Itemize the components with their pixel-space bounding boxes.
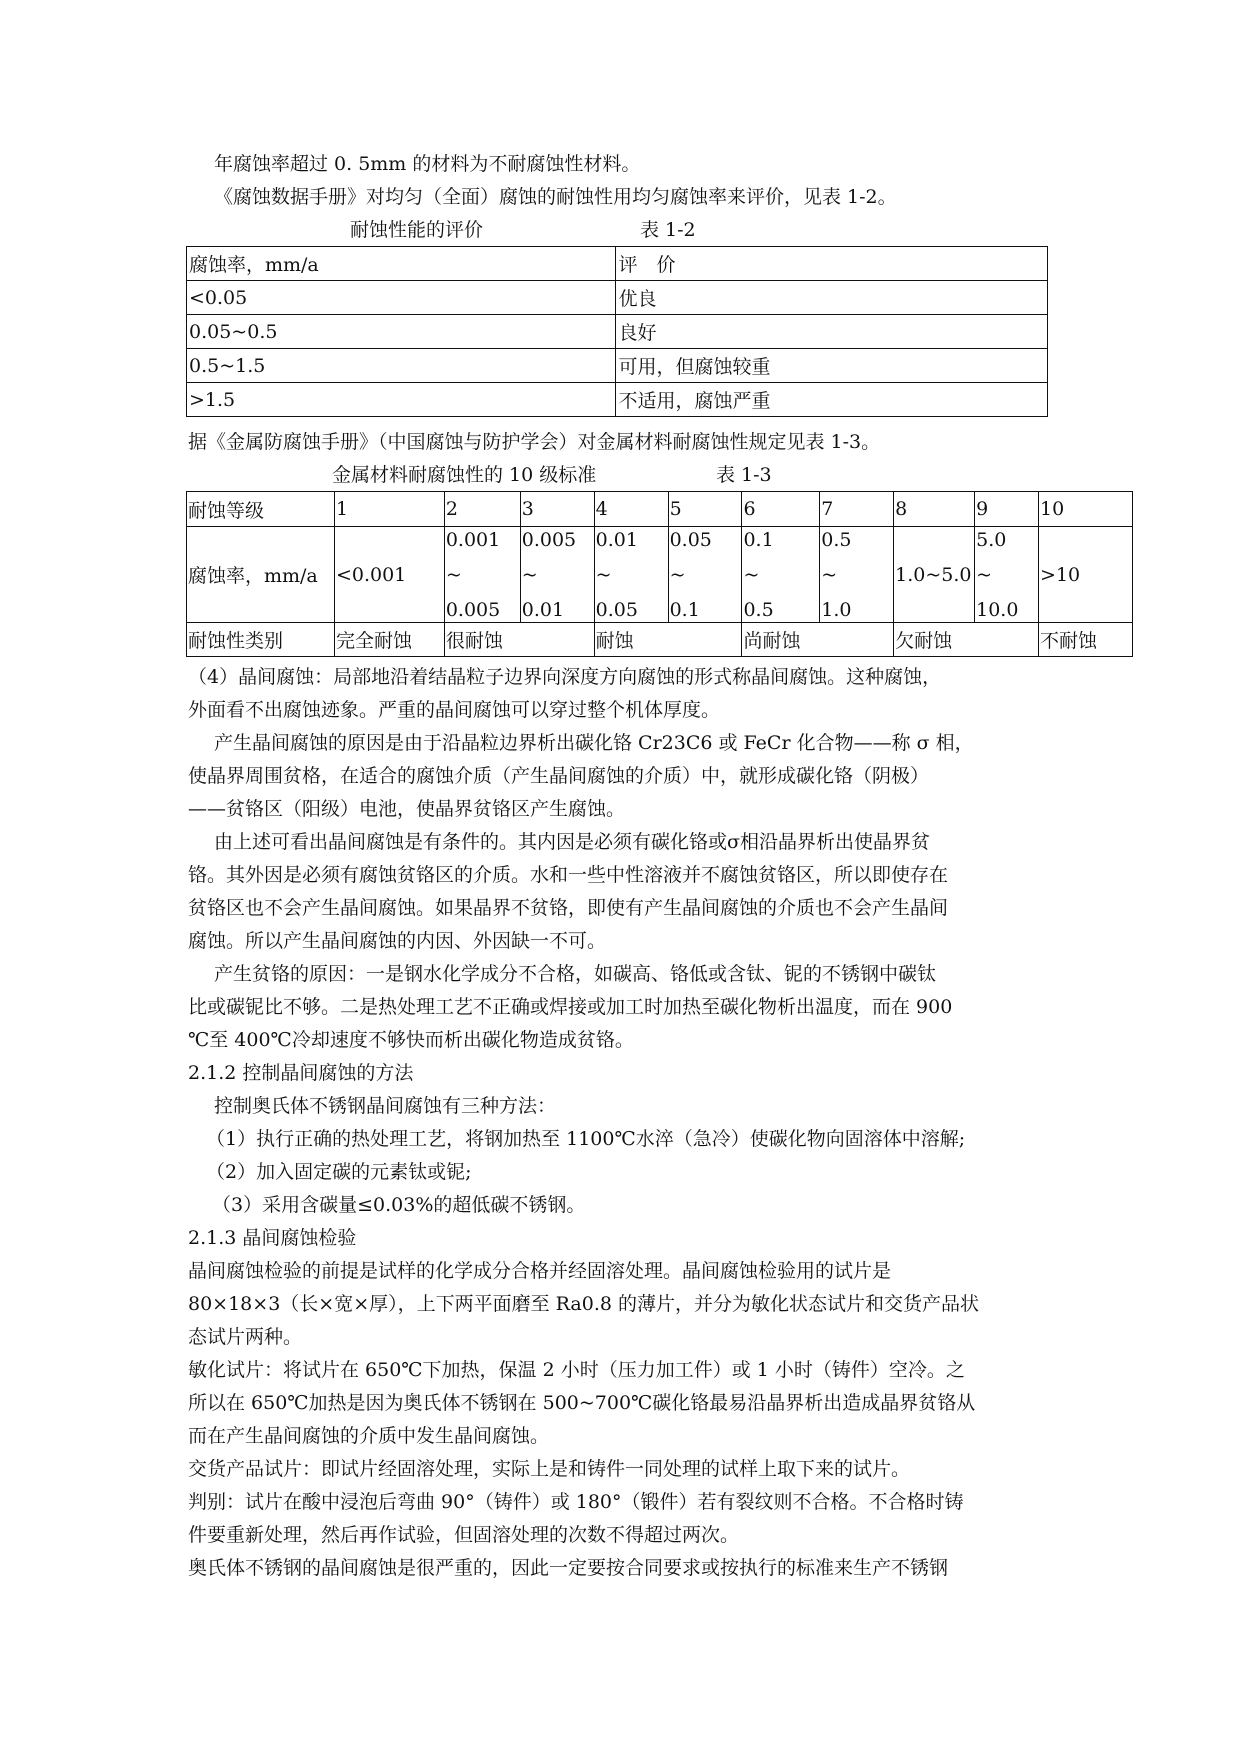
table-cell: 耐蚀性类别: [187, 623, 335, 657]
table-row: [187, 383, 1048, 417]
cell-line: ~: [821, 563, 838, 586]
table-cell: >10: [1039, 527, 1133, 623]
paragraph-line: ——贫铬区（阳级）电池，使晶界贫铬区产生腐蚀。: [188, 798, 626, 820]
paragraph-line: 产生晶间腐蚀的原因是由于沿晶粒边界析出碳化铬 Cr23C6 或 FeCr 化合物——称 σ 相，: [214, 732, 974, 754]
table-cell: 完全耐蚀: [334, 623, 444, 657]
paragraph-line: 由上述可看出晶间腐蚀是有条件的。其内因是必须有碳化铬或σ相沿晶界析出使晶界贫: [214, 831, 930, 853]
table-cell: 良好: [616, 315, 1048, 349]
list-item: （3）采用含碳量≤0.03%的超低碳不锈钢。: [212, 1194, 586, 1216]
table-cell: 欠耐蚀: [894, 623, 1039, 657]
table-cell: 5: [668, 492, 742, 527]
paragraph-line: 敏化试片：将试片在 650℃下加热，保温 2 小时（压力加工件）或 1 小时（铸件）空冷。之: [188, 1359, 965, 1381]
table-row: [187, 492, 1133, 527]
paragraph-line: 控制奥氏体不锈钢晶间腐蚀有三种方法：: [214, 1095, 557, 1117]
table-cell: 可用，但腐蚀较重: [616, 349, 1048, 383]
table-cell: 不耐蚀: [1039, 623, 1133, 657]
paragraph-line: ℃至 400℃冷却速度不够快而析出碳化物造成贫铬。: [188, 1029, 634, 1051]
paragraph-line: 而在产生晶间腐蚀的介质中发生晶间腐蚀。: [188, 1425, 550, 1447]
table-cell: [444, 527, 520, 623]
table-cell: <0.001: [334, 527, 444, 623]
table-cell: 1.0~5.0: [894, 527, 975, 623]
table-cell: 评 价: [616, 247, 1048, 281]
paragraph-line: 80×18×3（长×宽×厚），上下两平面磨至 Ra0.8 的薄片，并分为敏化状态试片和交货产品状: [188, 1293, 979, 1315]
table-cell: [742, 527, 820, 623]
cell-line: 1.0: [821, 598, 852, 621]
table-cell: 10: [1039, 492, 1133, 527]
cell-line: 0.1: [743, 528, 774, 551]
paragraph-line: 贫铬区也不会产生晶间腐蚀。如果晶界不贫铬，即使有产生晶间腐蚀的介质也不会产生晶间: [188, 897, 949, 919]
table-1-3: [186, 491, 1133, 657]
list-item: （1）执行正确的热处理工艺，将钢加热至 1100℃水淬（急冷）使碳化物向固溶体中溶解;: [206, 1128, 966, 1150]
cell-line: 0.05: [669, 528, 712, 551]
table-cell: 尚耐蚀: [742, 623, 894, 657]
table-cell: <0.05: [187, 281, 616, 315]
table-cell: 腐蚀率，mm/a: [187, 527, 335, 623]
table-cell: >1.5: [187, 383, 616, 417]
cell-line: 0.01: [595, 528, 638, 551]
table-cell: 耐蚀: [594, 623, 742, 657]
table-1-2-title: 耐蚀性能的评价: [350, 219, 484, 241]
table-cell: 2: [444, 492, 520, 527]
cell-line: ~: [976, 563, 993, 586]
paragraph-line: 件要重新处理，然后再作试验，但固溶处理的次数不得超过两次。: [188, 1524, 740, 1546]
table-row: [187, 349, 1048, 383]
table-1-3-title: 金属材料耐腐蚀性的 10 级标准: [332, 464, 597, 486]
table-cell: 优良: [616, 281, 1048, 315]
table-1-3-label: 表 1-3: [716, 464, 772, 486]
cell-line: ~: [445, 563, 462, 586]
paragraph-line: 年腐蚀率超过 0. 5mm 的材料为不耐腐蚀性材料。: [214, 153, 641, 175]
cell-line: 0.5: [821, 528, 852, 551]
paragraph-line: 腐蚀。所以产生晶间腐蚀的内因、外因缺一不可。: [188, 930, 607, 952]
cell-line: 5.0: [976, 528, 1007, 551]
cell-line: 0.05: [595, 598, 638, 621]
table-cell: 8: [894, 492, 975, 527]
section-heading: 2.1.2 控制晶间腐蚀的方法: [188, 1062, 414, 1084]
cell-line: 0.1: [669, 598, 700, 621]
cell-line: ~: [595, 563, 612, 586]
cell-line: 0.01: [521, 598, 565, 621]
table-1-2: [186, 246, 1048, 417]
paragraph-line: 交货产品试片：即试片经固溶处理，实际上是和铸件一同处理的试样上取下来的试片。: [188, 1458, 911, 1480]
table-cell: 1: [334, 492, 444, 527]
cell-line: 0.001: [445, 528, 501, 551]
table-cell: [668, 527, 742, 623]
table-cell: 9: [975, 492, 1039, 527]
cell-line: ~: [669, 563, 686, 586]
paragraph-line: 态试片两种。: [188, 1326, 303, 1348]
table-cell: [975, 527, 1039, 623]
table-cell: 3: [520, 492, 594, 527]
paragraph-line: 铬。其外因是必须有腐蚀贫铬区的介质。水和一些中性溶液并不腐蚀贫铬区，所以即使存在: [188, 864, 949, 886]
paragraph-line: 产生贫铬的原因：一是钢水化学成分不合格，如碳高、铬低或含钛、铌的不锈钢中碳钛: [214, 963, 937, 985]
section-heading: 2.1.3 晶间腐蚀检验: [188, 1227, 357, 1249]
cell-line: 0.5: [743, 598, 774, 621]
cell-line: 0.005: [521, 528, 577, 551]
table-cell: 腐蚀率，mm/a: [187, 247, 616, 281]
table-row: [187, 315, 1048, 349]
paragraph-line: 比或碳铌比不够。二是热处理工艺不正确或焊接或加工时加热至碳化物析出温度，而在 900: [188, 996, 953, 1018]
table-cell: 很耐蚀: [444, 623, 594, 657]
list-item: （2）加入固定碳的元素钛或铌;: [206, 1161, 472, 1183]
table-row: [187, 281, 1048, 315]
paragraph-line: 奥氏体不锈钢的晶间腐蚀是很严重的，因此一定要按合同要求或按执行的标准来生产不锈钢: [188, 1557, 949, 1579]
table-cell: 不适用，腐蚀严重: [616, 383, 1048, 417]
table-cell: 4: [594, 492, 668, 527]
paragraph-line: 判别：试片在酸中浸泡后弯曲 90°（铸件）或 180°（锻件）若有裂纹则不合格。不合格时铸: [188, 1491, 964, 1513]
table-1-2-label: 表 1-2: [640, 219, 696, 241]
table-cell: 0.05~0.5: [187, 315, 616, 349]
paragraph-line: 《腐蚀数据手册》对均匀（全面）腐蚀的耐蚀性用均匀腐蚀率来评价，见表 1-2。: [214, 186, 897, 208]
table-cell: [520, 527, 594, 623]
table-cell: 耐蚀等级: [187, 492, 335, 527]
paragraph-line: 使晶界周围贫格，在适合的腐蚀介质（产生晶间腐蚀的介质）中，就形成碳化铬（阴极）: [188, 765, 930, 787]
table-cell: 6: [742, 492, 820, 527]
table-row: [187, 623, 1133, 657]
table-row: [187, 527, 1133, 623]
cell-line: ~: [521, 563, 538, 586]
table-cell: [594, 527, 668, 623]
table-cell: [820, 527, 894, 623]
table-row: [187, 247, 1048, 281]
cell-line: ~: [743, 563, 760, 586]
paragraph-line: 据《金属防腐蚀手册》（中国腐蚀与防护学会）对金属材料耐腐蚀性规定见表 1-3。: [188, 431, 881, 453]
cell-line: 10.0: [976, 598, 1019, 621]
paragraph-line: 晶间腐蚀检验的前提是试样的化学成分合格并经固溶处理。晶间腐蚀检验用的试片是: [188, 1260, 892, 1282]
paragraph-line: （4）晶间腐蚀：局部地沿着结晶粒子边界向深度方向腐蚀的形式称晶间腐蚀。这种腐蚀，: [188, 666, 942, 688]
table-cell: 7: [820, 492, 894, 527]
table-cell: 0.5~1.5: [187, 349, 616, 383]
paragraph-line: 所以在 650℃加热是因为奥氏体不锈钢在 500~700℃碳化铬最易沿晶界析出造成晶界贫铬从: [188, 1392, 976, 1414]
paragraph-line: 外面看不出腐蚀迹象。严重的晶间腐蚀可以穿过整个机体厚度。: [188, 699, 721, 721]
cell-line: 0.005: [445, 598, 501, 621]
